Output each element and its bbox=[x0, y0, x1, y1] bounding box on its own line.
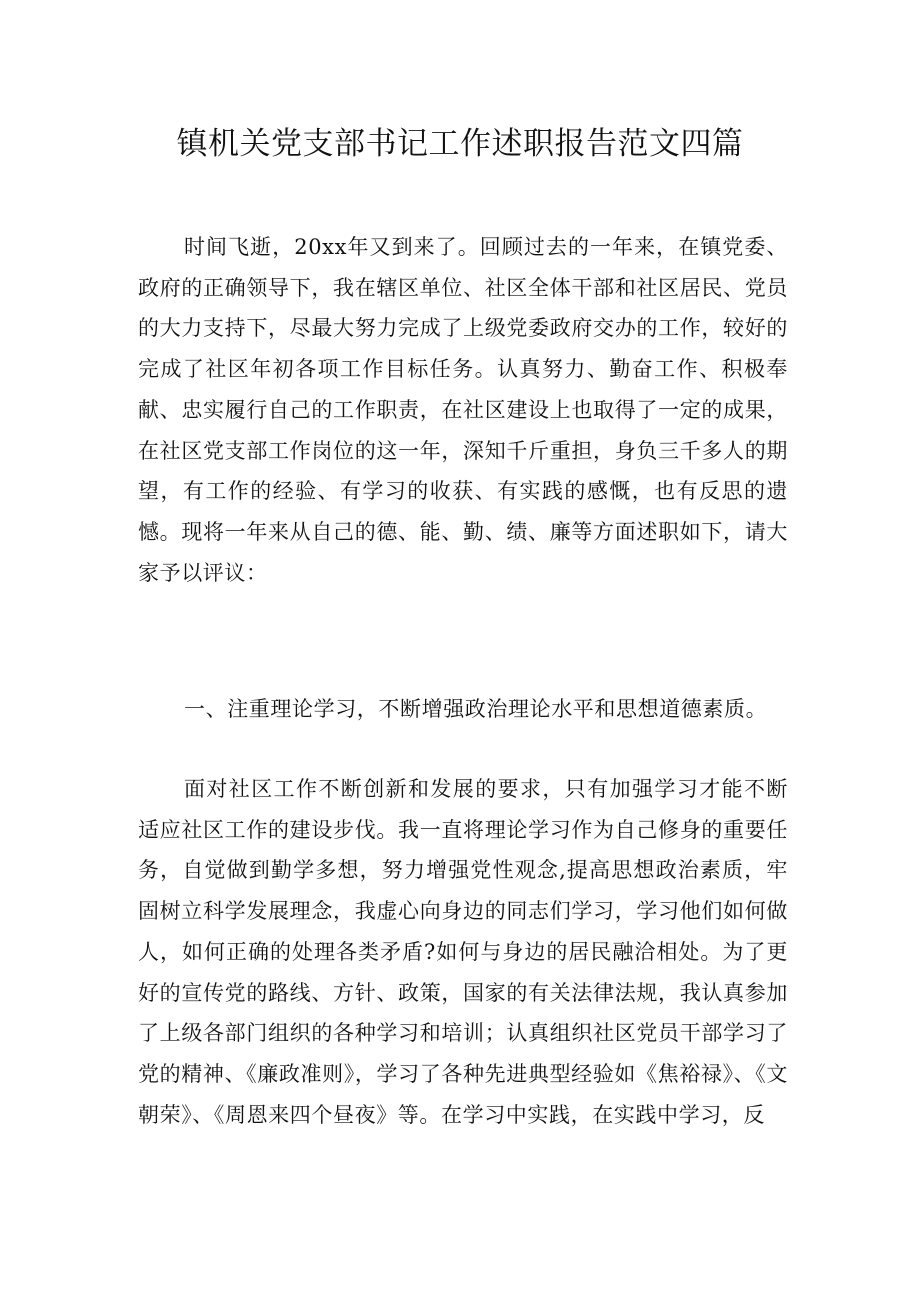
section-heading-1: 一、注重理论学习，不断增强政治理论水平和思想道德素质。 bbox=[184, 697, 768, 721]
document-title: 镇机关党支部书记工作述职报告范文四篇 bbox=[176, 126, 744, 162]
paragraph-intro: 时间飞逝，20xx年又到来了。回顾过去的一年来，在镇党委、政府的正确领导下，我在辖区单位、社区全体干部和社区居民、党员的大力支持下，尽最大努力完成了上级党委政府交办的工作，较好的完成了社区年初各项工作目标任务。认真努力、勤奋工作、积极奉献、忠实履行自己的工作职责，在社区建设上也取得了一定的成果，在社区党支部工作岗位的这一年，深知千斤重担，身负三千多人的期望，有工作的经验、有学习的收获、有实践的感慨，也有反思的遗憾。现将一年来从自己的德、能、勤、绩、廉等方面述职如下，请大家予以评议： bbox=[138, 235, 788, 585]
paragraph-section-1-body: 面对社区工作不断创新和发展的要求，只有加强学习才能不断适应社区工作的建设步伐。我一直将理论学习作为自己修身的重要任务，自觉做到勤学多想，努力增强党性观念,提高思想政治素质，牢固树立科学发展理念，我虚心向身边的同志们学习，学习他们如何做人，如何正确的处理各类矛盾?如何与身边的居民融洽相处。为了更好的宣传党的路线、方针、政策，国家的有关法律法规，我认真参加了上级各部门组织的各种学习和培训；认真组织社区党员干部学习了党的精神、《廉政准则》，学习了各种先进典型经验如《焦裕禄》、《文朝荣》、《周恩来四个昼夜》等。在学习中实践，在实践中学习，反 bbox=[138, 777, 788, 1127]
